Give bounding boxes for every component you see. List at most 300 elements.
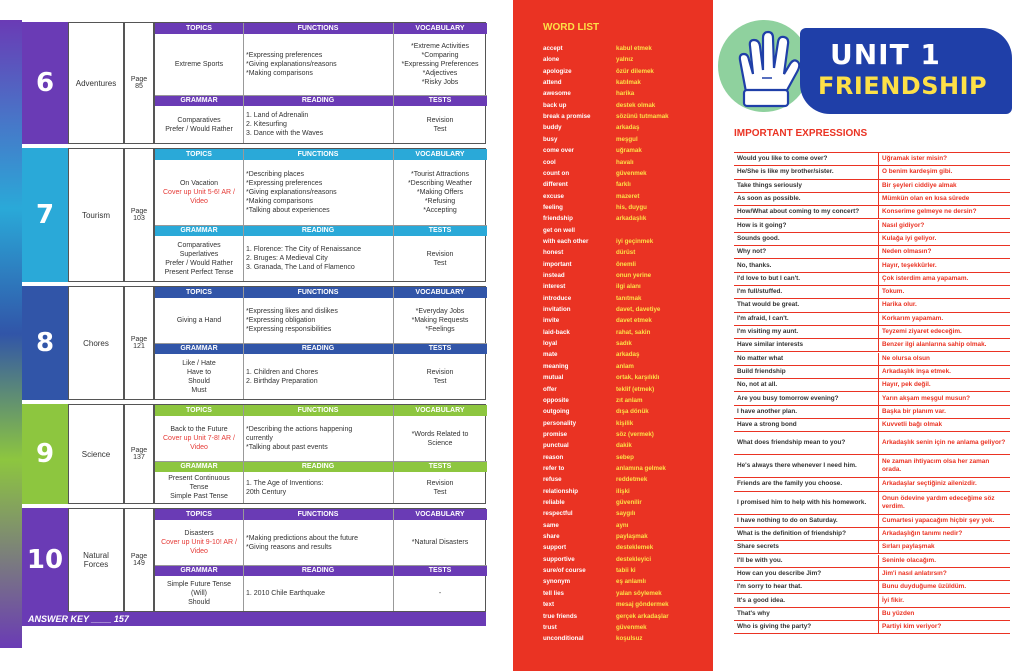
expression-row [734,392,1010,405]
word-turkish: meşgul [616,135,638,143]
word-turkish: zıt anlam [616,396,643,404]
cell-line: 1. Children and Chores [246,368,318,376]
header-vocabulary: VOCABULARY [393,405,487,416]
word-english: trust [543,623,557,631]
word-english: true friends [543,612,578,620]
expression-row [734,555,1010,568]
page-number: 149 [133,560,145,567]
expression-row [734,193,1010,206]
divider [878,353,879,365]
vocabulary-cell [393,34,487,95]
word-turkish: tabii ki [616,567,636,575]
unit-page[interactable] [124,22,154,144]
divider [155,225,487,226]
page-label: Page [130,447,148,454]
word-turkish: saygılı [616,510,636,518]
syllabus-page [0,0,488,671]
expression-turkish: Onun ödevine yardım edeceğime söz verdim. [882,494,995,510]
topics-cell [155,520,243,565]
divider [878,608,879,620]
divider [878,326,879,338]
expression-english: No, thanks. [737,261,772,269]
vocabulary-cell [393,520,487,565]
word-turkish: tanıtmak [616,294,642,302]
expression-row [734,299,1010,312]
cell-line: Have to [186,368,212,376]
word-english: invite [543,317,560,325]
functions-cell [243,416,393,461]
expression-turkish: Kulağa iyi geliyor. [882,234,937,242]
topics-cell [155,416,243,461]
page-label: Page [130,76,148,83]
unit-row-10 [22,508,486,612]
word-english: same [543,521,559,529]
word-english: sure/of course [543,567,586,575]
word-english: awesome [543,90,571,98]
expression-english: Are you busy tomorrow evening? [737,394,839,402]
word-english: loyal [543,340,558,348]
cell-line: *Making Offers [416,189,464,196]
word-english: come over [543,147,574,155]
expression-row [734,594,1010,607]
word-turkish: destek olmak [616,101,656,109]
topics-cell [155,34,243,95]
word-english: respectful [543,510,573,518]
expression-row [734,353,1010,366]
word-turkish: harika [616,90,635,98]
word-turkish: önemli [616,260,636,268]
expression-row [734,233,1010,246]
expression-row [734,379,1010,392]
expression-turkish: Cumartesi yapacağım hiçbir şey yok. [882,516,995,524]
word-english: important [543,260,572,268]
word-english: accept [543,45,563,52]
cell-line: Comparatives [177,116,221,124]
expression-turkish: Konserime gelmeye ne dersin? [882,208,977,216]
divider [878,478,879,490]
divider [878,339,879,351]
word-english: synonym [543,578,571,586]
word-english: reason [543,453,564,461]
word-turkish: sebep [616,453,634,461]
cell-line: *Making predictions about the future [246,534,359,542]
header-vocabulary: VOCABULARY [393,287,487,298]
expression-english: I promised him to help with his homework. [737,498,867,506]
divider [878,581,879,593]
word-english: punctual [543,442,569,450]
expression-turkish: Bir şeyleri ciddiye almak [882,181,957,189]
word-english: reliable [543,499,565,506]
header-reading: READING [243,343,393,354]
word-english: introduce [543,294,572,302]
expression-row [734,259,1010,272]
divider [878,392,879,404]
expression-row [734,273,1010,286]
cell-line: Giving a Hand [176,317,222,324]
expression-row [734,339,1010,352]
cell-line: Revision [426,116,454,124]
expression-turkish: Tokum. [882,288,905,296]
divider [878,286,879,298]
cell-line: Revision [426,250,454,258]
word-turkish: koşulsuz [616,635,643,643]
expression-row [734,432,1010,455]
word-turkish: güvenilir [616,499,642,506]
word-english: relationship [543,487,579,495]
word-english: opposite [543,396,569,404]
word-turkish: güvenmek [616,623,647,631]
word-turkish: söz (vermek) [616,430,654,438]
reading-cell [243,472,393,503]
expression-english: Have similar interests [737,341,804,349]
functions-cell [243,298,393,343]
word-turkish: yalan söylemek [616,589,662,597]
cell-line: *Giving reasons and results [246,543,332,551]
expression-row [734,153,1010,166]
expression-turkish: Neden olmasın? [882,248,932,256]
cell-line: *Words Related to [411,430,469,438]
word-english: apologize [543,67,572,75]
cell-line: Superlatives [179,250,219,258]
unit-grid [154,404,486,504]
word-turkish: arkadaşlık [616,215,647,223]
page-number: 121 [133,343,145,350]
expression-row [734,478,1010,491]
word-turkish: anlamına gelmek [616,464,666,472]
word-turkish: sözünü tutmamak [616,113,669,121]
divider [878,259,879,271]
cell-line: *Comparing [421,52,459,59]
tests-cell [393,576,487,611]
expression-row [734,541,1010,554]
cell-line: *Natural Disasters [411,539,469,546]
expression-english: I have another plan. [737,407,798,415]
cell-line: *Expressing Preferences [401,61,479,68]
vocabulary-cell [393,160,487,225]
cell-line: *Adjectives [422,70,458,77]
cell-line: *Extreme Activities [411,43,469,50]
cell-line: 3. Dance with the Waves [246,130,324,137]
word-english: invitation [543,306,571,314]
unit-title-banner [800,28,1012,114]
word-turkish: farklı [616,181,631,189]
grammar-cell [155,106,243,143]
divider [878,153,879,165]
word-english: attend [543,79,562,87]
header-grammar: GRAMMAR [155,565,243,576]
cell-line: Must [191,386,207,394]
header-topics: TOPICS [155,405,243,416]
header-functions: FUNCTIONS [243,509,393,520]
cell-line: *Everyday Jobs [415,308,465,315]
expression-english: Why not? [737,248,767,256]
divider [878,621,879,633]
word-turkish: mazeret [616,192,640,200]
word-turkish: dışa dönük [616,408,649,416]
divider [155,565,487,566]
expression-turkish: Nasıl gidiyor? [882,221,925,229]
cell-line: 20th Century [246,488,287,496]
expression-turkish: Benzer ilgi alanlarına sahip olmak. [882,341,987,349]
word-turkish: destekleyici [616,555,652,563]
cell-line: *Describing Weather [407,180,473,187]
divider [878,541,879,553]
unit-page[interactable] [124,286,154,400]
word-turkish: reddetmek [616,476,648,484]
unit-theme: Natural Forces [68,508,124,612]
expression-row [734,166,1010,179]
word-english: friendship [543,215,573,223]
expression-row [734,515,1010,528]
word-english: promise [543,430,568,438]
page-number: 85 [135,83,143,90]
cell-line: Simple Future Tense [166,581,232,588]
unit-page[interactable] [124,148,154,282]
divider [878,273,879,285]
expression-english: Who is giving the party? [737,623,812,631]
expression-turkish: O benim kardeşim gibi. [882,168,953,176]
vocabulary-cell [393,416,487,461]
divider [878,220,879,232]
cell-line: 1. Florence: The City of Renaissance [246,246,362,253]
cell-line: Disasters [184,530,214,537]
divider [878,180,879,192]
divider [878,193,879,205]
word-turkish: mesaj göndermek [616,601,669,609]
word-english: share [543,533,560,541]
header-topics: TOPICS [155,23,243,34]
unit-number-cell: 6 [22,22,68,144]
expression-row [734,246,1010,259]
expression-turkish: Bunu duyduğume üzüldüm. [882,583,967,591]
cell-line: 3. Granada, The Land of Flamenco [246,264,355,271]
reading-cell [243,354,393,399]
word-turkish: ortak, karşılıklı [616,374,660,382]
unit-row-7 [22,148,486,282]
cell-line: (Will) [191,590,207,597]
cell-line: *Tourist Attractions [411,171,469,178]
expression-row [734,180,1010,193]
unit-number: UNIT 1 [830,38,941,71]
expression-row [734,608,1010,621]
header-topics: TOPICS [155,287,243,298]
vocabulary-page [510,0,1025,671]
expression-row [734,206,1010,219]
answer-key-bar: ANSWER KEY ____ 157 [22,612,486,626]
grammar-cell [155,472,243,503]
expression-row [734,419,1010,432]
expression-english: How can you describe Jim? [737,569,822,577]
unit-number-cell: 9 [22,404,68,504]
word-turkish: davet etmek [616,317,652,325]
word-english: meaning [543,362,569,370]
expression-english: That's why [737,609,770,617]
word-english: refuse [543,476,562,484]
expression-turkish: Arkadaşlar seçtiğiniz ailenizdir. [882,480,977,488]
header-grammar: GRAMMAR [155,95,243,106]
divider [878,313,879,325]
expression-turkish: Teyzemi ziyaret edeceğim. [882,328,962,336]
cell-line: *Describing the actions happening [246,426,353,433]
unit-theme: Tourism [68,148,124,282]
header-functions: FUNCTIONS [243,149,393,160]
word-english: mate [543,351,558,359]
word-turkish: uğramak [616,147,642,155]
unit-page[interactable] [124,508,154,612]
word-turkish: güvenmek [616,169,647,177]
word-english: tell lies [543,589,564,597]
cover-up-note[interactable]: Cover up Unit 5-6! AR / Video [163,189,235,205]
word-turkish: paylaşmak [616,533,648,541]
cell-line: *Making comparisons [246,70,313,77]
expression-english: No, not at all. [737,381,778,389]
word-english: supportive [543,555,575,563]
cell-line: Test [433,125,447,133]
expression-english: I'd love to but I can't. [737,274,801,282]
divider [878,233,879,245]
expression-row [734,528,1010,541]
expression-turkish: Jim'i nasıl anlatırsın? [882,569,947,577]
cell-line: - [438,590,442,597]
expression-english: I'm full/stuffed. [737,288,783,296]
word-turkish: desteklemek [616,544,654,552]
expression-turkish: Bu yüzden [882,609,915,617]
cell-line: *Expressing likes and dislikes [246,308,338,315]
divider [878,555,879,567]
cell-line: *Describing places [246,171,304,178]
word-turkish: yalnız [616,56,634,64]
cell-line: 1. The Age of Inventions: [246,479,324,487]
cell-line: Test [433,377,447,385]
cell-line: *Risky Jobs [421,79,459,86]
cell-line: Present Perfect Tense [164,268,234,276]
expression-english: How is it going? [737,221,787,229]
word-english: excuse [543,192,564,200]
page-label: Page [130,208,148,215]
expression-row [734,455,1010,478]
cell-line: Like / Hate [182,359,216,367]
expression-english: As soon as possible. [737,195,801,203]
expression-turkish: Arkadaşlığın tanımı nedir? [882,530,963,538]
expression-english: What is the definition of friendship? [737,530,846,538]
expression-row [734,220,1010,233]
functions-cell [243,160,393,225]
cover-up-note[interactable]: Cover up Unit 9-10! AR / Video [161,539,237,555]
word-english: laid-back [543,328,570,336]
divider [878,528,879,540]
page-number: 137 [133,454,145,461]
unit-grid [154,508,486,612]
expression-english: Have a strong bond [737,421,797,429]
cell-line: Prefer / Would Rather [165,125,233,133]
cell-line: *Making Requests [411,317,469,324]
expression-english: No matter what [737,354,784,362]
divider [878,492,879,514]
divider [155,461,487,462]
cell-line: *Expressing obligation [246,317,316,324]
unit-page[interactable] [124,404,154,504]
unit-theme: Chores [68,286,124,400]
header-tests: TESTS [393,225,487,236]
cell-line: Back to the Future [170,426,228,433]
header-functions: FUNCTIONS [243,287,393,298]
cell-line: *Talking about experiences [246,207,330,214]
divider [878,299,879,311]
functions-cell [243,520,393,565]
expression-row [734,406,1010,419]
word-english: break a promise [543,113,591,121]
divider [878,568,879,580]
cell-line: Should [188,377,210,385]
word-turkish: eş anlamlı [616,578,646,586]
word-list-title: WORD LIST [543,22,600,33]
word-turkish: iyi geçinmek [616,237,654,245]
expression-row [734,313,1010,326]
word-turkish: sadık [616,340,632,348]
expression-english: I have nothing to do on Saturday. [737,516,838,524]
header-grammar: GRAMMAR [155,343,243,354]
expression-english: Friends are the family you choose. [737,480,843,488]
divider [878,432,879,454]
cell-line: Test [433,488,447,496]
word-english: different [543,181,568,189]
word-turkish: dakik [616,442,632,450]
cell-line: *Refusing [424,198,456,205]
expression-turkish: Hayır, teşekkürler. [882,261,937,269]
divider [878,515,879,527]
unit-name: FRIENDSHIP [818,72,988,100]
cell-line: *Talking about past events [246,444,328,451]
expression-row [734,366,1010,379]
cover-up-note[interactable]: Cover up Unit 7-8! AR / Video [163,435,235,451]
expression-turkish: Çok isterdim ama yapamam. [882,274,969,282]
cell-line: Extreme Sports [174,61,224,68]
word-english: offer [543,385,557,393]
cell-line: *Making comparisons [246,198,313,205]
waving-glove-hand-icon [732,30,802,110]
word-english: busy [543,135,558,143]
important-expressions-table [734,152,1010,631]
word-turkish: dürüst [616,249,636,257]
cell-line: *Giving explanations/reasons [246,61,337,68]
header-grammar: GRAMMAR [155,461,243,472]
divider [878,406,879,418]
header-topics: TOPICS [155,149,243,160]
unit-row-8 [22,286,486,400]
expression-turkish: Ne olursa olsun [882,354,930,362]
header-functions: FUNCTIONS [243,23,393,34]
cell-line: Simple Past Tense [170,493,228,500]
word-turkish: kabul etmek [616,45,652,52]
expression-english: I'll be with you. [737,556,783,564]
expression-english: I'm visiting my aunt. [737,328,799,336]
grammar-cell [155,236,243,281]
header-tests: TESTS [393,95,487,106]
divider [878,246,879,258]
cell-line: *Feelings [425,326,455,333]
cell-line: 2. Kitesurfing [246,121,287,128]
tests-cell [393,472,487,503]
header-tests: TESTS [393,565,487,576]
word-english: honest [543,249,564,257]
cell-line: Revision [426,479,454,487]
cell-line: *Expressing preferences [246,180,323,187]
word-turkish: kişilik [616,419,634,427]
word-turkish: arkadaş [616,124,640,132]
word-turkish: aynı [616,521,629,529]
word-english: with each other [543,237,589,245]
word-turkish: ilişki [616,487,630,495]
